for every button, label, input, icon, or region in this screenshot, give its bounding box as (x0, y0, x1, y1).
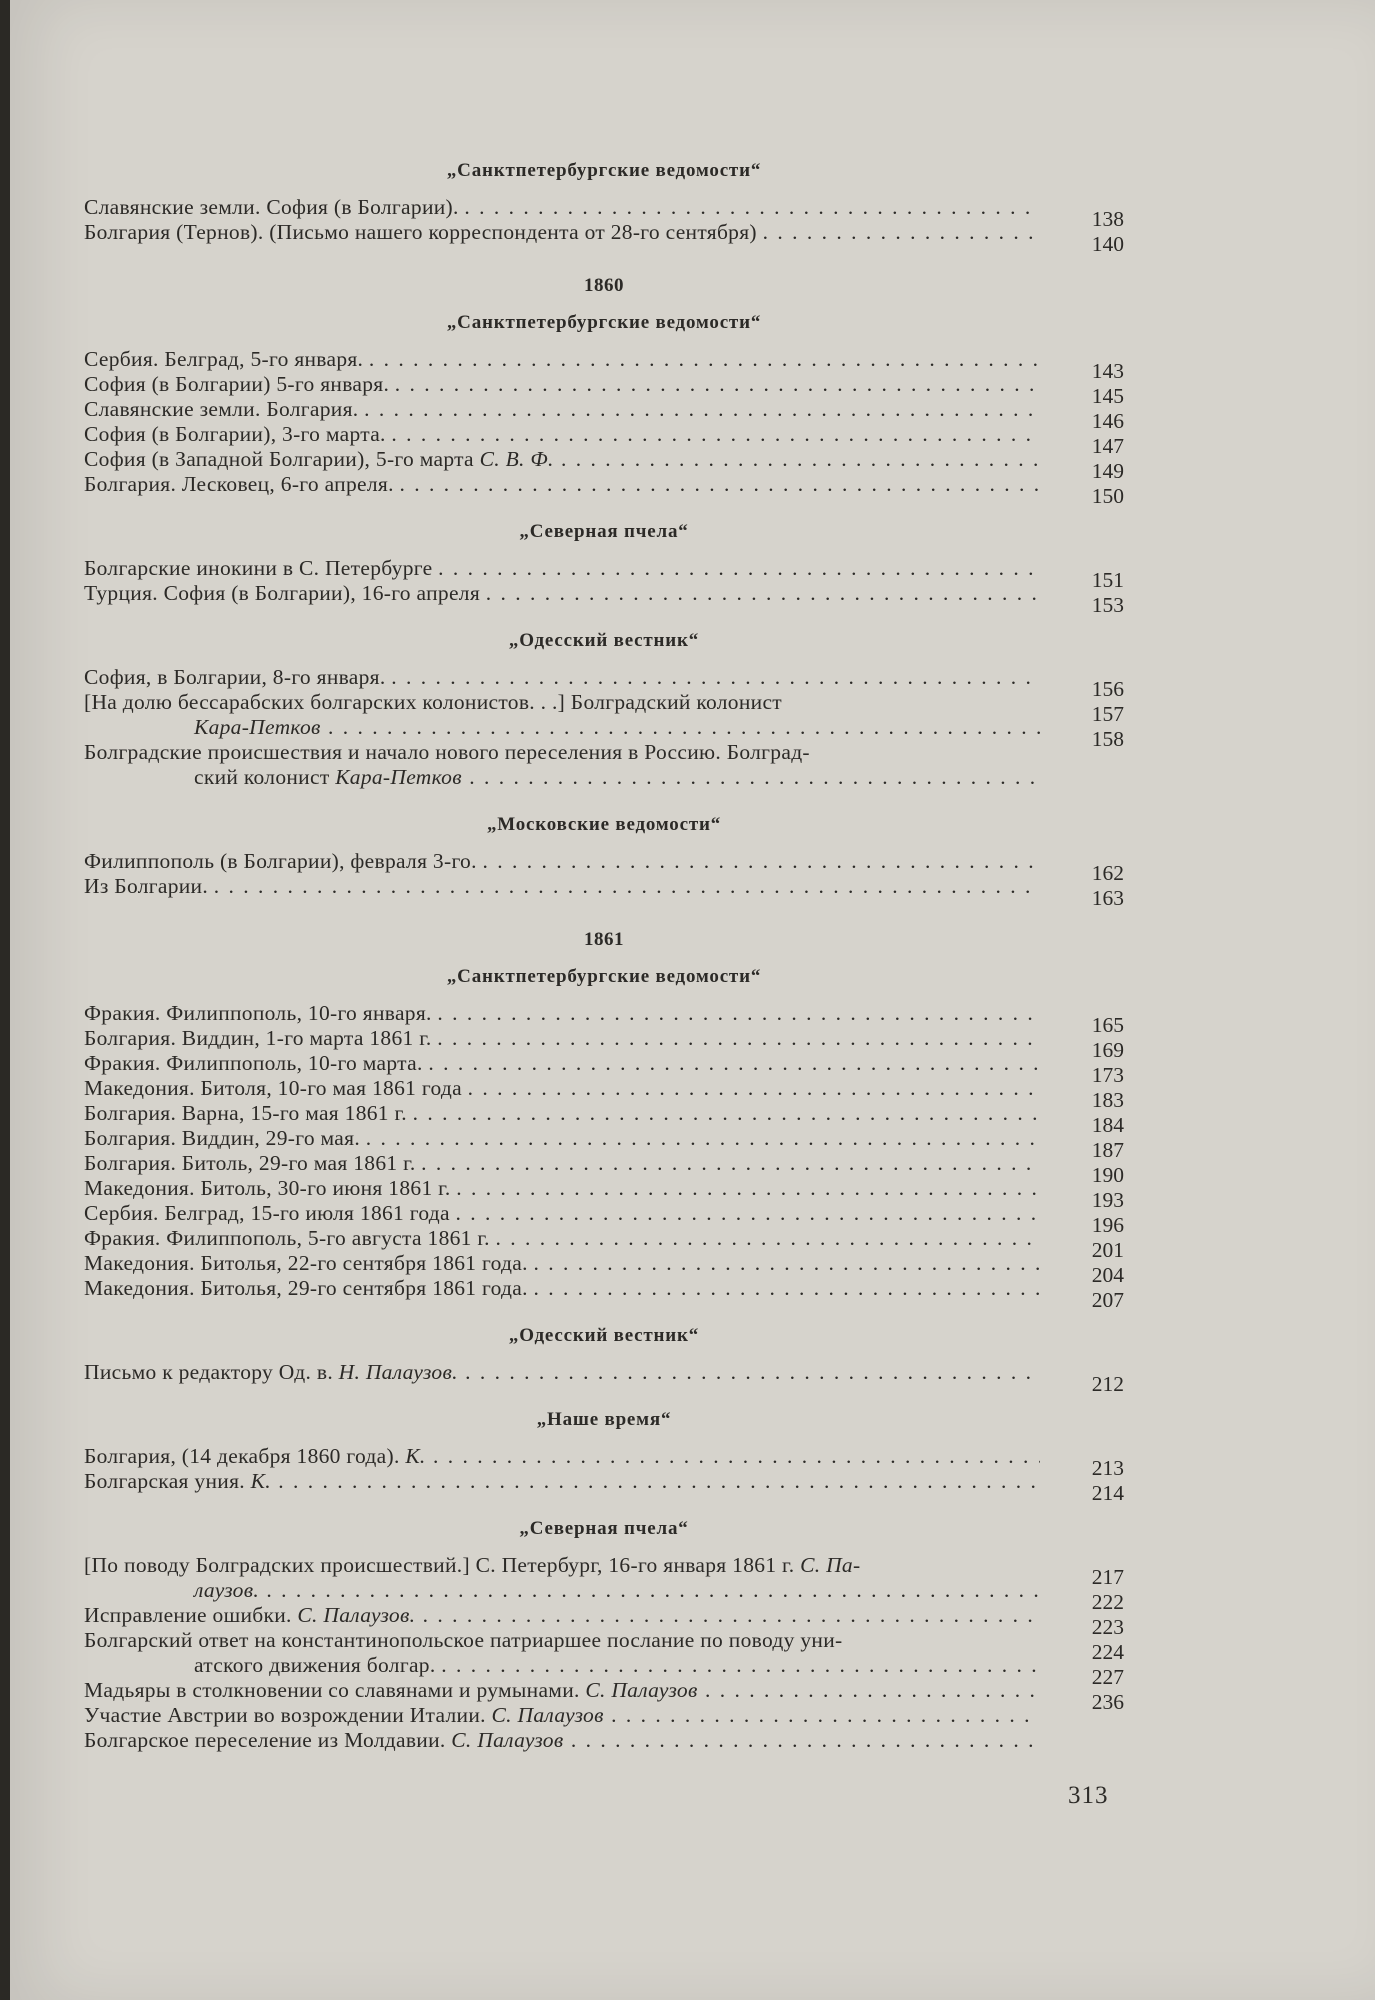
entry-page-number: 224 (1091, 1640, 1124, 1664)
page-number-column (1054, 1565, 1124, 1715)
page-number-column (1054, 1372, 1124, 1397)
entry-title: Сербия. Белград, 5-го января. . . . (84, 347, 1040, 372)
entry-author: С. Палаузов (585, 1678, 698, 1702)
entry-title: Македония. Битоль, 30-го июня 1861 г. . . . (84, 1176, 1040, 1201)
entry-title: Болгарская уния. К. . . . (84, 1469, 1040, 1494)
entry-title: София, в Болгарии, 8-го января. . . . (84, 665, 1040, 690)
toc-entry (84, 1226, 1124, 1251)
entry-title: Участие Австрии во возрождении Италии. С. Палаузов . . . (84, 1703, 1040, 1728)
entry-page-number: 150 (1091, 484, 1124, 508)
entry-author: лаузов. (194, 1578, 260, 1602)
entry-page-number: 183 (1091, 1088, 1124, 1112)
newspaper-heading: „Наше время“ (536, 1409, 672, 1430)
book-page (10, 0, 1375, 2000)
table-of-contents (84, 148, 1124, 1765)
entry-page-number: 146 (1091, 409, 1124, 433)
entry-continuation: ский колонист Кара-Петков . . . (84, 765, 1040, 790)
toc-entry (84, 447, 1124, 472)
entry-title: Болгарское переселение из Молдавии. С. Палаузов . . . (84, 1728, 1040, 1753)
toc-entry (84, 1176, 1124, 1201)
year-heading: 1861 (584, 929, 624, 950)
entry-title: Фракия. Филиппополь, 5-го августа 1861 г. . . . (84, 1226, 1040, 1251)
toc-entry (84, 1201, 1124, 1226)
entry-list (84, 556, 1124, 618)
entry-page-number: 212 (1091, 1372, 1124, 1396)
entry-title: Болгарские инокини в С. Петербурге . . . (84, 556, 1040, 581)
page-number-column (1054, 1013, 1124, 1313)
entry-title: Славянские земли. Болгария. . . . (84, 397, 1040, 422)
entry-author: С. В. Ф. (479, 447, 554, 471)
entry-page-number: 149 (1091, 459, 1124, 483)
toc-entry (84, 1251, 1124, 1276)
entry-page-number: 201 (1091, 1238, 1124, 1262)
entry-title: Мадьяры в столкновении со славянами и румынами. С. Палаузов . . . (84, 1678, 1040, 1703)
entry-title: Фракия. Филиппополь, 10-го января. . . . (84, 1001, 1040, 1026)
entry-list (84, 1001, 1124, 1313)
page-number-column (1054, 207, 1124, 257)
entry-page-number: 213 (1091, 1456, 1124, 1480)
toc-entry (84, 581, 1124, 606)
newspaper-heading: „Северная пчела“ (519, 1518, 689, 1539)
entry-page-number: 153 (1091, 593, 1124, 617)
newspaper-heading: „Северная пчела“ (519, 521, 689, 542)
entry-page-number: 222 (1091, 1590, 1124, 1614)
page-number-column (1054, 568, 1124, 618)
entry-page-number: 157 (1091, 702, 1124, 726)
newspaper-heading: „Одесский вестник“ (508, 630, 700, 651)
entry-page-number: 223 (1091, 1615, 1124, 1639)
toc-entry (84, 849, 1124, 874)
entry-list (84, 347, 1124, 509)
entry-title: Филиппополь (в Болгарии), февраля 3-го. . . . (84, 849, 1040, 874)
toc-entry (84, 1469, 1124, 1494)
toc-entry (84, 397, 1124, 422)
entry-list (84, 665, 1124, 802)
toc-entry (84, 347, 1124, 372)
page-number-column (1054, 1456, 1124, 1506)
entry-author: Кара-Петков (335, 765, 462, 789)
entry-author: С. Палаузов (451, 1728, 564, 1752)
entry-page-number: 217 (1091, 1565, 1124, 1589)
entry-title: Фракия. Филиппополь, 10-го марта. . . . (84, 1051, 1040, 1076)
entry-title: Болгария (Тернов). (Письмо нашего корреспондента от 28-го сентября) . . . (84, 220, 1040, 245)
toc-entry (84, 1001, 1124, 1026)
newspaper-heading: „Санктпетербургские ведомости“ (446, 966, 762, 987)
entry-title: Болгария. Лесковец, 6-го апреля. . . . (84, 472, 1040, 497)
entry-page-number: 214 (1091, 1481, 1124, 1505)
entry-continuation (84, 715, 1040, 740)
entry-title: Болгария. Виддин, 1-го марта 1861 г. . . . (84, 1026, 1040, 1051)
toc-entry (84, 1444, 1124, 1469)
entry-title: Сербия. Белград, 15-го июля 1861 года . . . (84, 1201, 1040, 1226)
entry-page-number: 143 (1091, 359, 1124, 383)
toc-entry (84, 1126, 1124, 1151)
entry-list (84, 195, 1124, 257)
entry-title: София (в Болгарии) 5-го января. . . . (84, 372, 1040, 397)
toc-entry (84, 1553, 1124, 1603)
entry-page-number: 162 (1091, 861, 1124, 885)
entry-page-number: 169 (1091, 1038, 1124, 1062)
toc-entry (84, 1076, 1124, 1101)
entry-page-number: 156 (1091, 677, 1124, 701)
page-number-column (1054, 359, 1124, 509)
toc-entry (84, 1360, 1124, 1385)
entry-title: Болгария, (14 декабря 1860 года). К. . . . (84, 1444, 1040, 1469)
entry-title: Болгарский ответ на константинопольское патриаршее послание по поводу уни- (84, 1628, 843, 1652)
entry-title: Турция. София (в Болгарии), 16-го апреля . . . (84, 581, 1040, 606)
entry-list (84, 849, 1124, 911)
entry-author: К. (250, 1469, 271, 1493)
entry-continuation: атского движения болгар. . . . (84, 1653, 1040, 1678)
newspaper-heading: „Одесский вестник“ (508, 1325, 700, 1346)
toc-entry (84, 1151, 1124, 1176)
toc-entry (84, 1276, 1124, 1301)
entry-list (84, 1360, 1124, 1397)
entry-title: Болгария. Битоль, 29-го мая 1861 г. . . . (84, 1151, 1040, 1176)
entry-page-number: 163 (1091, 886, 1124, 910)
entry-author: С. Палаузов. (297, 1603, 416, 1627)
entry-title: Македония. Битоля, 10-го мая 1861 года . . . (84, 1076, 1040, 1101)
toc-entry (84, 874, 1124, 899)
entry-title: [По поводу Болградских происшествий.] С. Петербург, 16-го января 1861 г. С. Па- (84, 1553, 861, 1577)
toc-entry (84, 1703, 1124, 1728)
toc-entry (84, 1101, 1124, 1126)
entry-page-number: 187 (1091, 1138, 1124, 1162)
page-number-column (1054, 861, 1124, 911)
entry-page-number: 196 (1091, 1213, 1124, 1237)
entry-title: Славянские земли. София (в Болгарии). . . . (84, 195, 1040, 220)
entry-author: Н. Палаузов. (338, 1360, 458, 1384)
toc-entry (84, 1603, 1124, 1628)
entry-title: Письмо к редактору Од. в. Н. Палаузов. . . . (84, 1360, 1040, 1385)
entry-page-number: 151 (1091, 568, 1124, 592)
toc-entry (84, 472, 1124, 497)
entry-page-number: 140 (1091, 232, 1124, 256)
entry-page-number: 193 (1091, 1188, 1124, 1212)
entry-title: Македония. Битолья, 22-го сентября 1861 года. . . . (84, 1251, 1040, 1276)
year-heading: 1860 (584, 275, 624, 296)
entry-page-number: 145 (1091, 384, 1124, 408)
toc-entry (84, 1026, 1124, 1051)
newspaper-heading: „Санктпетербургские ведомости“ (446, 160, 762, 181)
toc-entry (84, 665, 1124, 690)
page-number: 313 (1068, 1782, 1109, 1809)
entry-author: Кара-Петков (194, 715, 321, 739)
entry-title: Исправление ошибки. С. Палаузов. . . . (84, 1603, 1040, 1628)
toc-entry (84, 1051, 1124, 1076)
entry-title: [На долю бессарабских болгарских колонистов. . .] Болградский колонист (84, 690, 783, 714)
toc-entry (84, 1728, 1124, 1753)
entry-page-number: 227 (1091, 1665, 1124, 1689)
toc-entry (84, 556, 1124, 581)
entry-page-number: 207 (1091, 1288, 1124, 1312)
entry-page-number: 173 (1091, 1063, 1124, 1087)
entry-page-number: 138 (1091, 207, 1124, 231)
toc-entry (84, 422, 1124, 447)
toc-entry (84, 195, 1124, 220)
entry-page-number: 204 (1091, 1263, 1124, 1287)
newspaper-heading: „Московские ведомости“ (486, 814, 722, 835)
entry-page-number: 147 (1091, 434, 1124, 458)
entry-title: Болгария. Варна, 15-го мая 1861 г. . . . (84, 1101, 1040, 1126)
toc-entry (84, 1678, 1124, 1703)
entry-author: С. Палаузов (491, 1703, 604, 1727)
entry-list (84, 1444, 1124, 1506)
entry-continuation (84, 1578, 1040, 1603)
entry-author: К. (405, 1444, 426, 1468)
entry-title: Из Болгарии. . . . (84, 874, 1040, 899)
page-number-column (1054, 677, 1124, 752)
entry-author: С. Па- (800, 1553, 861, 1577)
entry-title: Македония. Битолья, 29-го сентября 1861 года. . . . (84, 1276, 1040, 1301)
entry-page-number: 158 (1091, 727, 1124, 751)
toc-entry (84, 740, 1124, 790)
entry-title: София (в Болгарии), 3-го марта. . . . (84, 422, 1040, 447)
entry-page-number: 184 (1091, 1113, 1124, 1137)
toc-entry (84, 1628, 1124, 1678)
toc-entry (84, 690, 1124, 740)
entry-title: Болгария. Виддин, 29-го мая. . . . (84, 1126, 1040, 1151)
entry-page-number: 236 (1091, 1690, 1124, 1714)
entry-page-number: 190 (1091, 1163, 1124, 1187)
entry-title: София (в Западной Болгарии), 5-го марта С. В. Ф. . . . (84, 447, 1040, 472)
toc-entry (84, 372, 1124, 397)
entry-list (84, 1553, 1124, 1765)
toc-entry (84, 220, 1124, 245)
newspaper-heading: „Санктпетербургские ведомости“ (446, 312, 762, 333)
entry-page-number: 165 (1091, 1013, 1124, 1037)
entry-title: Болградские происшествия и начало нового переселения в Россию. Болград- (84, 740, 810, 764)
